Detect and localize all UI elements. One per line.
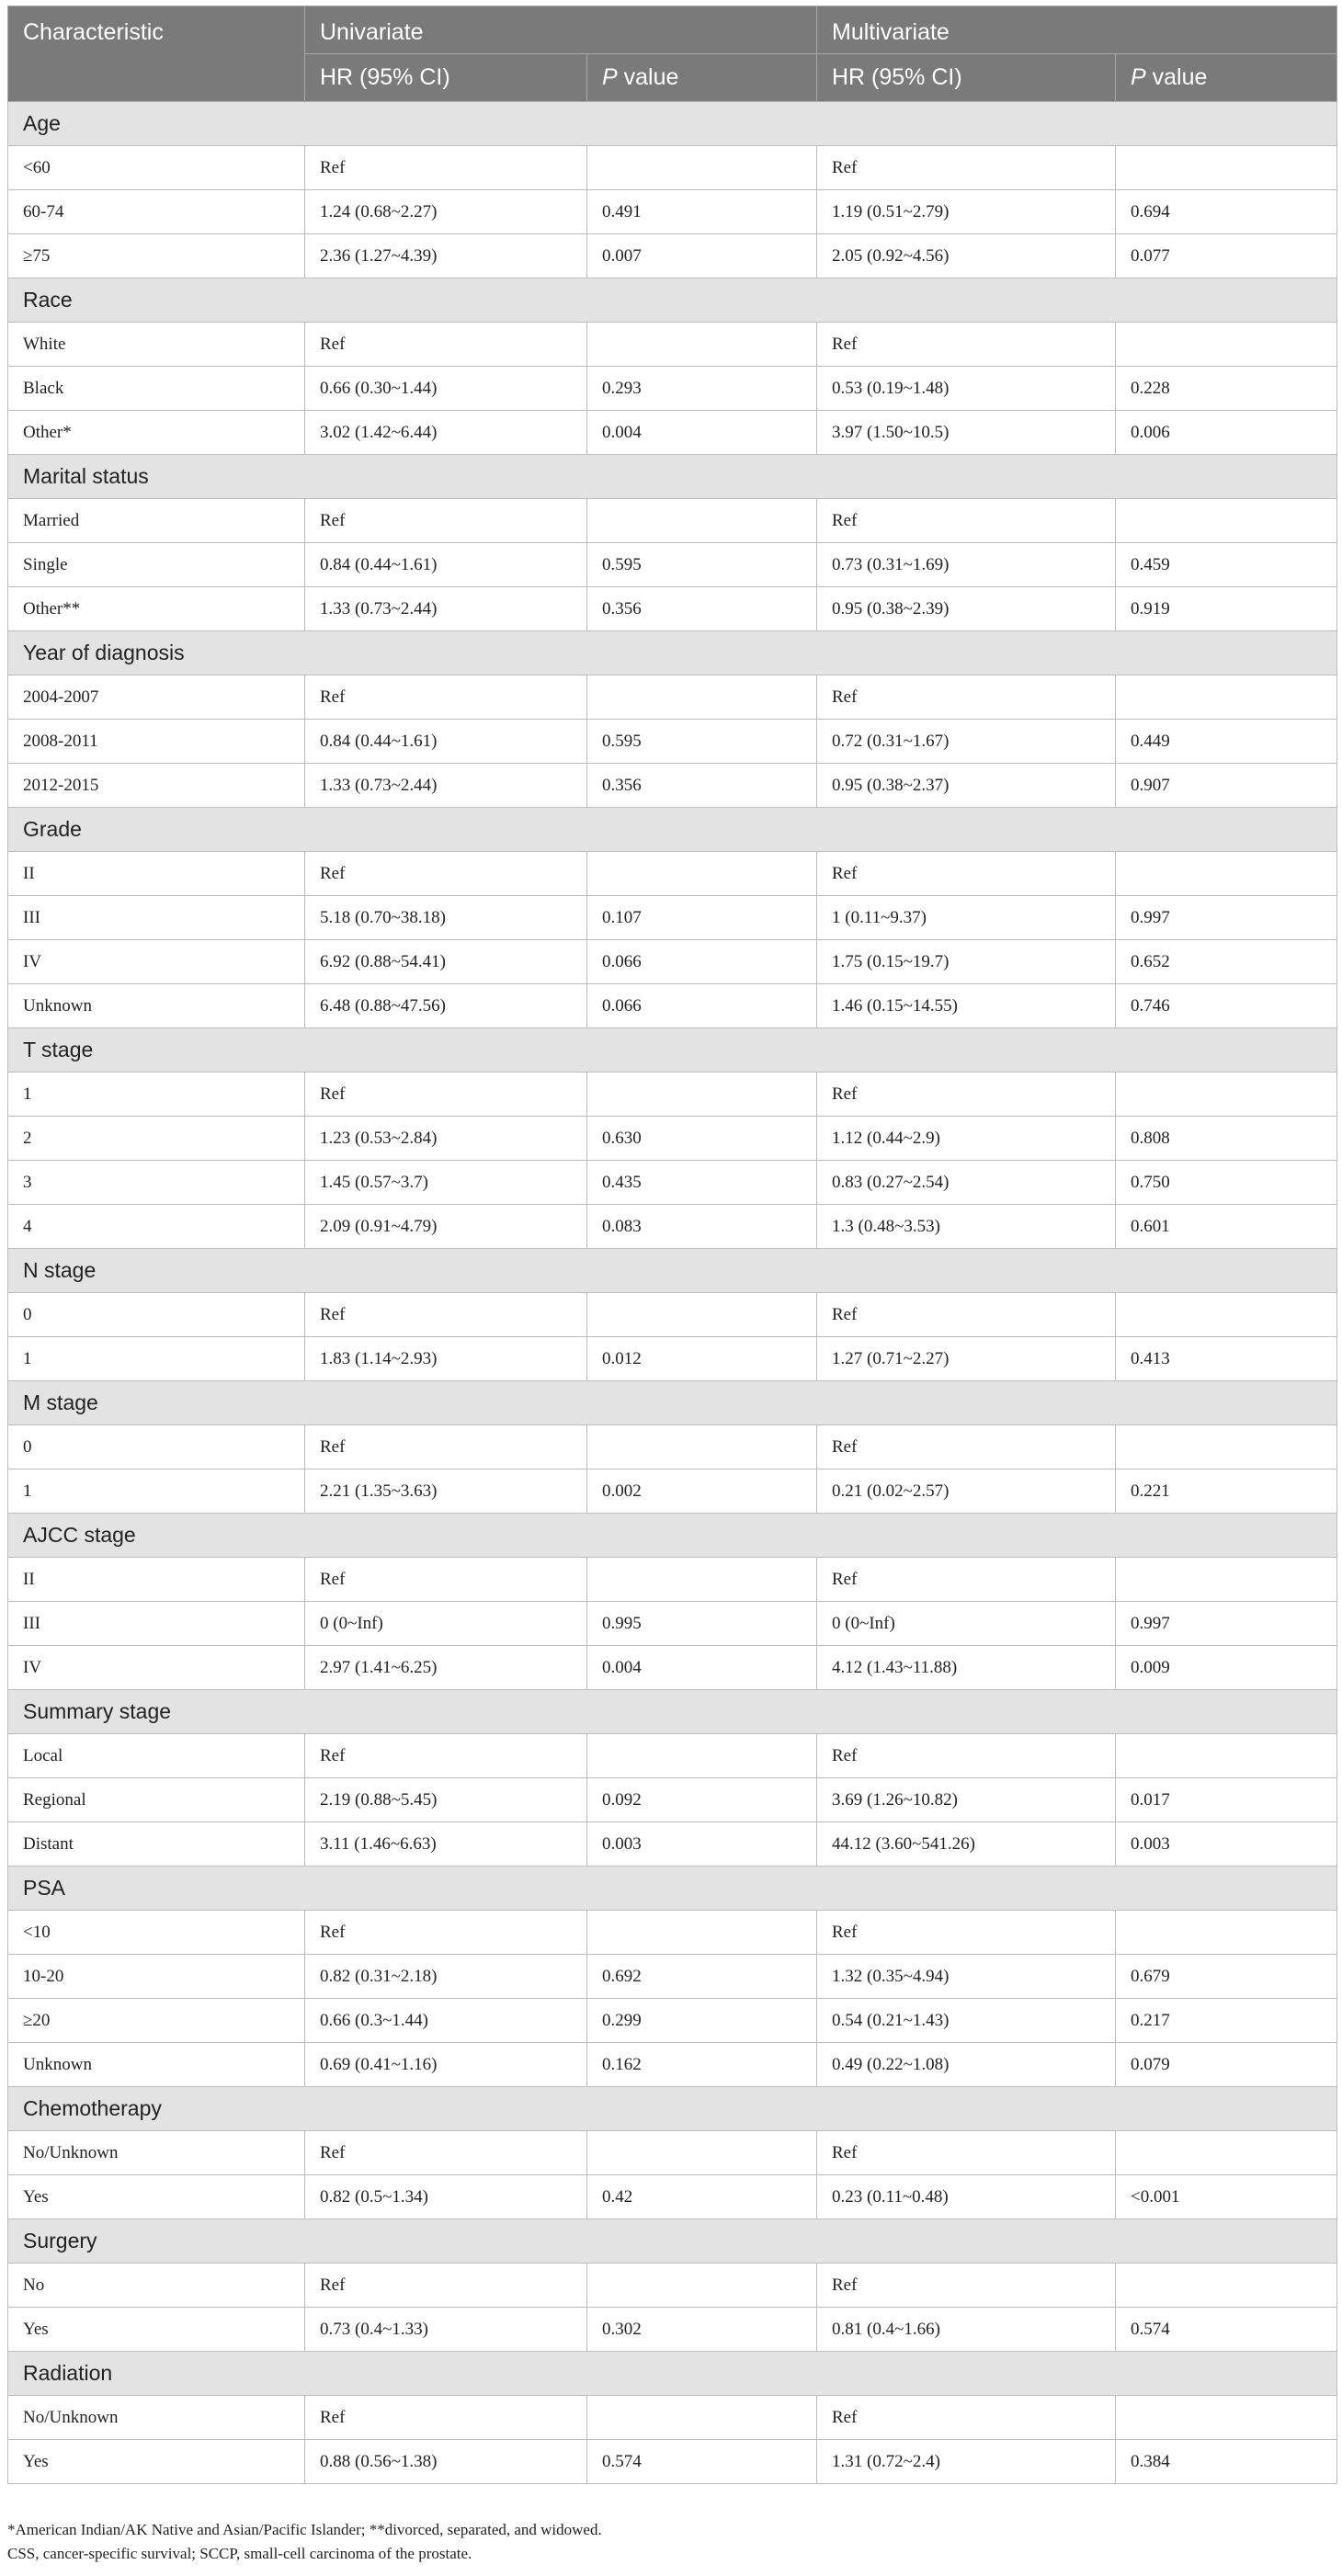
multivariate-p-cell: 0.017 [1116, 1778, 1337, 1822]
univariate-p-cell [587, 146, 817, 190]
multivariate-hr-cell: 44.12 (3.60~541.26) [817, 1822, 1116, 1867]
section-row [8, 102, 1337, 146]
section-row [8, 808, 1337, 852]
multivariate-p-cell: 0.997 [1116, 1602, 1337, 1646]
multivariate-p-cell: 0.221 [1116, 1470, 1337, 1514]
multivariate-hr-cell: 1.75 (0.15~19.7) [817, 940, 1116, 984]
univariate-p-cell: 0.003 [587, 1822, 817, 1867]
p-suffix: value [1145, 64, 1208, 90]
header-univariate-p [587, 54, 817, 102]
cox-regression-table [7, 6, 1337, 2484]
table-row [8, 1646, 1337, 1690]
table-row [8, 1602, 1337, 1646]
multivariate-hr-cell: 0.83 (0.27~2.54) [817, 1161, 1116, 1205]
univariate-hr-cell: 0.88 (0.56~1.38) [305, 2440, 587, 2484]
p-letter: P [1131, 64, 1146, 90]
row-label: 10-20 [8, 1955, 305, 1999]
table-row [8, 1161, 1337, 1205]
multivariate-p-cell [1116, 2264, 1337, 2308]
table-row [8, 896, 1337, 940]
univariate-hr-cell: 0.84 (0.44~1.61) [305, 543, 587, 587]
section-title: N stage [8, 1249, 1337, 1293]
multivariate-p-cell [1116, 146, 1337, 190]
section-title: Race [8, 278, 1337, 323]
multivariate-hr-cell: Ref [817, 499, 1116, 543]
section-row [8, 1249, 1337, 1293]
multivariate-hr-cell: 0.49 (0.22~1.08) [817, 2043, 1116, 2087]
table-row [8, 234, 1337, 278]
multivariate-p-cell: 0.459 [1116, 543, 1337, 587]
row-label: ≥20 [8, 1999, 305, 2043]
univariate-p-cell: 0.012 [587, 1337, 817, 1381]
univariate-p-cell [587, 1072, 817, 1117]
row-label: Black [8, 367, 305, 411]
univariate-hr-cell: Ref [305, 1293, 587, 1337]
multivariate-hr-cell: 4.12 (1.43~11.88) [817, 1646, 1116, 1690]
multivariate-p-cell: 0.907 [1116, 764, 1337, 808]
row-label: II [8, 1558, 305, 1602]
multivariate-p-cell: 0.919 [1116, 587, 1337, 631]
row-label: 0 [8, 1425, 305, 1470]
section-title: Surgery [8, 2219, 1337, 2264]
row-label: 2012-2015 [8, 764, 305, 808]
table-row [8, 190, 1337, 234]
multivariate-p-cell: 0.574 [1116, 2308, 1337, 2352]
multivariate-p-cell [1116, 1558, 1337, 1602]
univariate-hr-cell: Ref [305, 323, 587, 367]
multivariate-p-cell: 0.694 [1116, 190, 1337, 234]
multivariate-p-cell [1116, 1425, 1337, 1470]
univariate-p-cell: 0.435 [587, 1161, 817, 1205]
univariate-hr-cell: Ref [305, 1072, 587, 1117]
univariate-hr-cell: Ref [305, 852, 587, 896]
univariate-hr-cell: 1.33 (0.73~2.44) [305, 764, 587, 808]
multivariate-p-cell: 0.652 [1116, 940, 1337, 984]
univariate-p-cell: 0.302 [587, 2308, 817, 2352]
univariate-p-cell [587, 675, 817, 720]
row-label: ≥75 [8, 234, 305, 278]
multivariate-p-cell: 0.079 [1116, 2043, 1337, 2087]
table-row [8, 2175, 1337, 2219]
univariate-p-cell: 0.066 [587, 940, 817, 984]
row-label: No/Unknown [8, 2396, 305, 2440]
section-row [8, 631, 1337, 675]
multivariate-hr-cell: 0.81 (0.4~1.66) [817, 2308, 1116, 2352]
table-row [8, 720, 1337, 764]
multivariate-p-cell [1116, 1072, 1337, 1117]
univariate-p-cell: 0.162 [587, 2043, 817, 2087]
multivariate-hr-cell: Ref [817, 323, 1116, 367]
section-title: Grade [8, 808, 1337, 852]
table-row [8, 940, 1337, 984]
univariate-p-cell: 0.692 [587, 1955, 817, 1999]
multivariate-hr-cell: Ref [817, 1072, 1116, 1117]
univariate-hr-cell: 6.92 (0.88~54.41) [305, 940, 587, 984]
multivariate-p-cell [1116, 852, 1337, 896]
section-row [8, 1690, 1337, 1734]
multivariate-p-cell: 0.384 [1116, 2440, 1337, 2484]
table-row [8, 323, 1337, 367]
table-row [8, 984, 1337, 1028]
multivariate-p-cell: 0.679 [1116, 1955, 1337, 1999]
univariate-hr-cell: 0 (0~Inf) [305, 1602, 587, 1646]
univariate-p-cell: 0.574 [587, 2440, 817, 2484]
row-label: 2 [8, 1117, 305, 1161]
header-multivariate: Multivariate [817, 6, 1337, 54]
row-label: No [8, 2264, 305, 2308]
table-footnotes [7, 2518, 1336, 2566]
univariate-hr-cell: 0.66 (0.3~1.44) [305, 1999, 587, 2043]
row-label: Regional [8, 1778, 305, 1822]
univariate-hr-cell: Ref [305, 675, 587, 720]
section-row [8, 2219, 1337, 2264]
section-title: T stage [8, 1028, 1337, 1072]
section-title: PSA [8, 1867, 1337, 1911]
section-row [8, 1867, 1337, 1911]
univariate-p-cell [587, 323, 817, 367]
univariate-p-cell [587, 499, 817, 543]
table-header [8, 6, 1337, 102]
section-title: Year of diagnosis [8, 631, 1337, 675]
footnote-abbreviations-groups: *American Indian/AK Native and Asian/Pacific Islander; **divorced, separated, and widowed. [7, 2521, 602, 2538]
multivariate-p-cell: 0.808 [1116, 1117, 1337, 1161]
table-body [8, 102, 1337, 2484]
univariate-p-cell: 0.356 [587, 587, 817, 631]
univariate-hr-cell: 2.09 (0.91~4.79) [305, 1205, 587, 1249]
univariate-p-cell: 0.356 [587, 764, 817, 808]
header-multivariate-hr: HR (95% CI) [817, 54, 1116, 102]
table-row [8, 587, 1337, 631]
multivariate-p-cell: 0.003 [1116, 1822, 1337, 1867]
row-label: No/Unknown [8, 2131, 305, 2175]
multivariate-hr-cell: Ref [817, 675, 1116, 720]
table-row [8, 1117, 1337, 1161]
section-row [8, 1514, 1337, 1558]
table-row [8, 1293, 1337, 1337]
row-label: II [8, 852, 305, 896]
univariate-p-cell: 0.293 [587, 367, 817, 411]
univariate-p-cell: 0.299 [587, 1999, 817, 2043]
multivariate-p-cell: 0.746 [1116, 984, 1337, 1028]
univariate-p-cell: 0.007 [587, 234, 817, 278]
univariate-hr-cell: 2.19 (0.88~5.45) [305, 1778, 587, 1822]
univariate-hr-cell: 1.24 (0.68~2.27) [305, 190, 587, 234]
univariate-p-cell [587, 1734, 817, 1778]
multivariate-hr-cell: 1.27 (0.71~2.27) [817, 1337, 1116, 1381]
univariate-p-cell [587, 2396, 817, 2440]
table-row [8, 1072, 1337, 1117]
row-label: 1 [8, 1470, 305, 1514]
multivariate-p-cell: <0.001 [1116, 2175, 1337, 2219]
multivariate-p-cell: 0.601 [1116, 1205, 1337, 1249]
univariate-hr-cell: 5.18 (0.70~38.18) [305, 896, 587, 940]
multivariate-hr-cell: 1.12 (0.44~2.9) [817, 1117, 1116, 1161]
table-row [8, 764, 1337, 808]
row-label: Other* [8, 411, 305, 455]
multivariate-hr-cell: 1.31 (0.72~2.4) [817, 2440, 1116, 2484]
results-table-container [7, 6, 1336, 2484]
section-row [8, 1028, 1337, 1072]
row-label: Yes [8, 2308, 305, 2352]
univariate-hr-cell: 2.21 (1.35~3.63) [305, 1470, 587, 1514]
multivariate-hr-cell: 0 (0~Inf) [817, 1602, 1116, 1646]
table-row [8, 2396, 1337, 2440]
header-univariate: Univariate [305, 6, 817, 54]
table-row [8, 1734, 1337, 1778]
row-label: White [8, 323, 305, 367]
table-row [8, 2264, 1337, 2308]
univariate-hr-cell: 0.69 (0.41~1.16) [305, 2043, 587, 2087]
univariate-hr-cell: 3.02 (1.42~6.44) [305, 411, 587, 455]
multivariate-p-cell: 0.228 [1116, 367, 1337, 411]
univariate-hr-cell: Ref [305, 1558, 587, 1602]
univariate-p-cell: 0.092 [587, 1778, 817, 1822]
univariate-p-cell: 0.595 [587, 543, 817, 587]
row-label: IV [8, 1646, 305, 1690]
row-label: Yes [8, 2175, 305, 2219]
row-label: 1 [8, 1072, 305, 1117]
row-label: Local [8, 1734, 305, 1778]
section-row [8, 2352, 1337, 2396]
multivariate-hr-cell: Ref [817, 2396, 1116, 2440]
multivariate-p-cell [1116, 675, 1337, 720]
univariate-p-cell: 0.066 [587, 984, 817, 1028]
univariate-p-cell [587, 1425, 817, 1470]
multivariate-hr-cell: 1.32 (0.35~4.94) [817, 1955, 1116, 1999]
univariate-p-cell: 0.995 [587, 1602, 817, 1646]
table-row [8, 2440, 1337, 2484]
univariate-hr-cell: Ref [305, 146, 587, 190]
multivariate-p-cell: 0.009 [1116, 1646, 1337, 1690]
row-label: 0 [8, 1293, 305, 1337]
multivariate-p-cell: 0.006 [1116, 411, 1337, 455]
multivariate-hr-cell: 0.54 (0.21~1.43) [817, 1999, 1116, 2043]
multivariate-p-cell: 0.077 [1116, 234, 1337, 278]
univariate-p-cell [587, 1911, 817, 1955]
multivariate-p-cell [1116, 2396, 1337, 2440]
univariate-hr-cell: Ref [305, 1425, 587, 1470]
row-label: Yes [8, 2440, 305, 2484]
univariate-p-cell [587, 852, 817, 896]
p-suffix: value [617, 64, 679, 90]
multivariate-hr-cell: 3.69 (1.26~10.82) [817, 1778, 1116, 1822]
multivariate-p-cell [1116, 2131, 1337, 2175]
univariate-p-cell: 0.002 [587, 1470, 817, 1514]
multivariate-hr-cell: 0.53 (0.19~1.48) [817, 367, 1116, 411]
univariate-hr-cell: 1.45 (0.57~3.7) [305, 1161, 587, 1205]
univariate-hr-cell: 0.73 (0.4~1.33) [305, 2308, 587, 2352]
multivariate-p-cell [1116, 1911, 1337, 1955]
multivariate-hr-cell: 1.19 (0.51~2.79) [817, 190, 1116, 234]
multivariate-p-cell: 0.750 [1116, 1161, 1337, 1205]
table-row [8, 1999, 1337, 2043]
table-row [8, 1955, 1337, 1999]
univariate-p-cell [587, 1558, 817, 1602]
univariate-p-cell: 0.083 [587, 1205, 817, 1249]
multivariate-hr-cell: 3.97 (1.50~10.5) [817, 411, 1116, 455]
row-label: <10 [8, 1911, 305, 1955]
univariate-hr-cell: 0.82 (0.31~2.18) [305, 1955, 587, 1999]
table-row [8, 2043, 1337, 2087]
multivariate-p-cell: 0.449 [1116, 720, 1337, 764]
table-row [8, 1911, 1337, 1955]
multivariate-hr-cell: Ref [817, 2264, 1116, 2308]
row-label: Unknown [8, 984, 305, 1028]
univariate-p-cell: 0.004 [587, 411, 817, 455]
univariate-hr-cell: 1.83 (1.14~2.93) [305, 1337, 587, 1381]
table-row [8, 2131, 1337, 2175]
univariate-hr-cell: Ref [305, 1911, 587, 1955]
table-row [8, 675, 1337, 720]
row-label: III [8, 896, 305, 940]
section-title: Radiation [8, 2352, 1337, 2396]
row-label: Single [8, 543, 305, 587]
univariate-p-cell [587, 2264, 817, 2308]
row-label: III [8, 1602, 305, 1646]
univariate-hr-cell: Ref [305, 2131, 587, 2175]
row-label: 3 [8, 1161, 305, 1205]
univariate-hr-cell: 0.82 (0.5~1.34) [305, 2175, 587, 2219]
multivariate-hr-cell: 0.95 (0.38~2.37) [817, 764, 1116, 808]
table-row [8, 1425, 1337, 1470]
multivariate-p-cell [1116, 323, 1337, 367]
univariate-p-cell: 0.107 [587, 896, 817, 940]
multivariate-hr-cell: 2.05 (0.92~4.56) [817, 234, 1116, 278]
multivariate-hr-cell: Ref [817, 146, 1116, 190]
univariate-hr-cell: 2.36 (1.27~4.39) [305, 234, 587, 278]
section-title: M stage [8, 1381, 1337, 1425]
header-multivariate-p [1116, 54, 1337, 102]
univariate-p-cell [587, 1293, 817, 1337]
multivariate-p-cell: 0.413 [1116, 1337, 1337, 1381]
table-row [8, 499, 1337, 543]
section-row [8, 455, 1337, 499]
multivariate-hr-cell: Ref [817, 2131, 1116, 2175]
multivariate-hr-cell: Ref [817, 1734, 1116, 1778]
section-row [8, 2087, 1337, 2131]
table-row [8, 411, 1337, 455]
multivariate-hr-cell: 0.73 (0.31~1.69) [817, 543, 1116, 587]
univariate-hr-cell: 0.66 (0.30~1.44) [305, 367, 587, 411]
univariate-p-cell [587, 2131, 817, 2175]
multivariate-p-cell [1116, 1734, 1337, 1778]
table-row [8, 1778, 1337, 1822]
univariate-hr-cell: 3.11 (1.46~6.63) [305, 1822, 587, 1867]
univariate-hr-cell: Ref [305, 2264, 587, 2308]
multivariate-hr-cell: 0.23 (0.11~0.48) [817, 2175, 1116, 2219]
univariate-hr-cell: Ref [305, 499, 587, 543]
row-label: Other** [8, 587, 305, 631]
univariate-hr-cell: 1.23 (0.53~2.84) [305, 1117, 587, 1161]
univariate-p-cell: 0.630 [587, 1117, 817, 1161]
univariate-hr-cell: 2.97 (1.41~6.25) [305, 1646, 587, 1690]
univariate-hr-cell: 6.48 (0.88~47.56) [305, 984, 587, 1028]
multivariate-hr-cell: Ref [817, 852, 1116, 896]
univariate-hr-cell: 1.33 (0.73~2.44) [305, 587, 587, 631]
p-letter: P [602, 64, 618, 90]
row-label: 2004-2007 [8, 675, 305, 720]
table-row [8, 1558, 1337, 1602]
multivariate-hr-cell: Ref [817, 1558, 1116, 1602]
multivariate-p-cell: 0.217 [1116, 1999, 1337, 2043]
multivariate-hr-cell: Ref [817, 1911, 1116, 1955]
multivariate-hr-cell: 0.95 (0.38~2.39) [817, 587, 1116, 631]
table-row [8, 1822, 1337, 1867]
multivariate-p-cell: 0.997 [1116, 896, 1337, 940]
multivariate-hr-cell: 1.46 (0.15~14.55) [817, 984, 1116, 1028]
multivariate-hr-cell: 1.3 (0.48~3.53) [817, 1205, 1116, 1249]
footnote-definitions: CSS, cancer-specific survival; SCCP, small-cell carcinoma of the prostate. [7, 2545, 472, 2562]
univariate-p-cell: 0.595 [587, 720, 817, 764]
univariate-p-cell: 0.004 [587, 1646, 817, 1690]
table-row [8, 1205, 1337, 1249]
univariate-hr-cell: Ref [305, 2396, 587, 2440]
section-title: Chemotherapy [8, 2087, 1337, 2131]
row-label: 4 [8, 1205, 305, 1249]
row-label: IV [8, 940, 305, 984]
row-label: <60 [8, 146, 305, 190]
table-row [8, 852, 1337, 896]
row-label: Distant [8, 1822, 305, 1867]
header-univariate-hr: HR (95% CI) [305, 54, 587, 102]
univariate-p-cell: 0.491 [587, 190, 817, 234]
header-characteristic: Characteristic [8, 6, 305, 102]
multivariate-hr-cell: 0.72 (0.31~1.67) [817, 720, 1116, 764]
row-label: 2008-2011 [8, 720, 305, 764]
row-label: Married [8, 499, 305, 543]
row-label: 1 [8, 1337, 305, 1381]
table-row [8, 2308, 1337, 2352]
section-title: Age [8, 102, 1337, 146]
section-title: Marital status [8, 455, 1337, 499]
multivariate-hr-cell: Ref [817, 1425, 1116, 1470]
row-label: Unknown [8, 2043, 305, 2087]
table-row [8, 1337, 1337, 1381]
section-title: AJCC stage [8, 1514, 1337, 1558]
section-title: Summary stage [8, 1690, 1337, 1734]
table-row [8, 543, 1337, 587]
multivariate-p-cell [1116, 499, 1337, 543]
row-label: 60-74 [8, 190, 305, 234]
multivariate-hr-cell: 0.21 (0.02~2.57) [817, 1470, 1116, 1514]
multivariate-hr-cell: 1 (0.11~9.37) [817, 896, 1116, 940]
univariate-hr-cell: Ref [305, 1734, 587, 1778]
multivariate-hr-cell: Ref [817, 1293, 1116, 1337]
table-row [8, 367, 1337, 411]
section-row [8, 1381, 1337, 1425]
section-row [8, 278, 1337, 323]
multivariate-p-cell [1116, 1293, 1337, 1337]
univariate-p-cell: 0.42 [587, 2175, 817, 2219]
univariate-hr-cell: 0.84 (0.44~1.61) [305, 720, 587, 764]
table-row [8, 146, 1337, 190]
table-row [8, 1470, 1337, 1514]
